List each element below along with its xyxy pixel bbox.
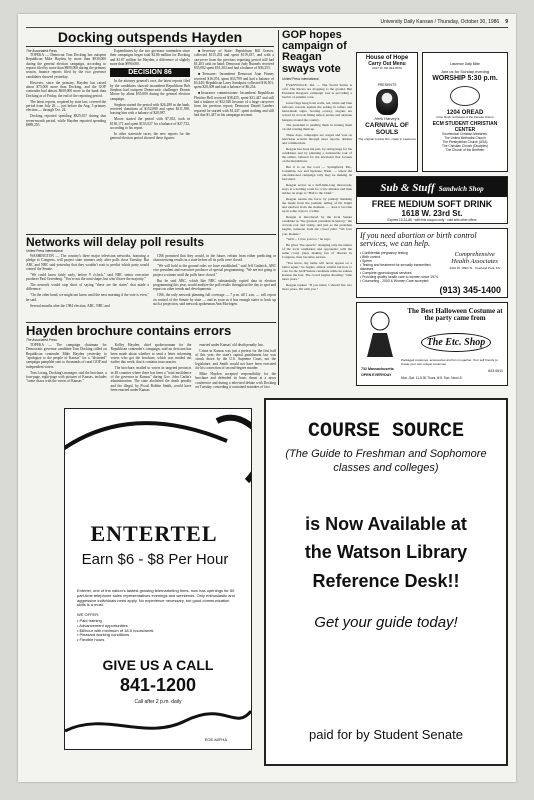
hope-tag: The original zombie film, made in Lawrence [358, 136, 416, 141]
brochure-col2-item: The brochure, mailed to voters in targeted precincts in 48 counties where there has been a "total misfidence of the governor in Kansas" during Gov. John Carlin's administration. The state abolished the death penalty and the illegal, by Fiscal Robbie Smith, would have been enacted under Kansas [110, 366, 192, 393]
gop-body-item: He gives "the speech," changing only the names of the local candidates and opponents, tells the same corny jokes making fun of liberals in Congress, then becomes serious. [282, 242, 352, 260]
church-emblem [450, 86, 480, 106]
health-items-item: • Testing and treatment for sexually transmitted diseases [360, 263, 442, 271]
sub-address: 1618 W. 23rd St. [401, 209, 463, 218]
networks-col2-item: "We will hold to the ground rules we have established," said Jeff Gralnick, ABC vice president and executive producer of special programming. "We are not going to project a winner until the polls have closed." [153, 264, 276, 277]
health-services-ad [356, 228, 508, 298]
gop-body-item: These days, campaigns are waged and won on television screens through news reports, debates and commercials. [282, 132, 352, 146]
networks-byline: United Press International [26, 248, 63, 253]
decision-86-label: DECISION 86 [110, 68, 190, 77]
hope-title: House of Hope [365, 55, 409, 61]
entertel-offer-label: WE OFFER: [77, 612, 100, 617]
entertel-offers-item: • Pleasant working conditions [77, 633, 237, 638]
health-items-item: • Complete gynecological services [360, 271, 442, 275]
church-list-item: The Christian Church (Disciples) [442, 143, 488, 148]
gop-body-item: Reagan replies: "If you insist, I should live two more years, I'm with you." [282, 283, 352, 292]
brochure-article [26, 322, 276, 411]
course-sub: (The Guide to Freshman and Sophomore classes and colleges) [285, 448, 487, 475]
gop-byline: United Press International [282, 76, 319, 81]
networks-col2-item: CBS promised that they would, in the future, refrain from either predicting or characterizing results in a state before all its polls were closed. [153, 253, 276, 263]
course-paid: paid for by Student Senate [309, 727, 463, 742]
church-list-item: The Presbyterian Church (USA) [442, 139, 488, 144]
page-folio [26, 19, 508, 28]
health-phone: (913) 345-1400 [439, 285, 501, 295]
docking-col1-item: Docking reported spending $925,657 during that seven-month period, while Hayden reported spending $889,255. [26, 114, 106, 127]
entertel-offers-item: • Advancement opportunities [77, 624, 237, 629]
health-items-item: • Counseling - 2000 & Women Care accepted [360, 279, 442, 283]
entertel-offers [77, 619, 237, 643]
docking-col1 [26, 53, 106, 128]
networks-article [26, 234, 276, 326]
docking-col3 [194, 49, 274, 118]
docking-col2 [110, 49, 190, 67]
church-directions: (One block northwest of the Kansas Union) [436, 114, 494, 119]
brochure-byline: The Associated Press [26, 337, 57, 342]
sub-offer: FREE MEDIUM SOFT DRINK [371, 199, 493, 209]
gop-body-item: Reagan serves as a half-mile-long motorcade, stays at a holding room for a few minutes and then strides on stage to "Hail to the Chief." [282, 182, 352, 196]
entertel-phone: 841-1200 [119, 675, 197, 695]
house-of-hope-ad [356, 52, 418, 172]
health-addr: 4401 W. 109th St · Overland Park, KS [449, 265, 500, 270]
networks-col1-item: WASHINGTON — The country's three major television networks, honoring a pledge to Congress, will project state winners only after polls close Tuesday. But ABC and NBC said yesterday that they wouldn't wait to predict which party would control the Senate. [26, 253, 149, 271]
docking-col1-item: The latest reports, required by state law, covered the period from July 26 — just before the Aug. 5 primary election — through Oct. 24. [26, 99, 106, 113]
church-address: 1204 OREAD [446, 109, 484, 116]
cord-illustration [65, 701, 251, 741]
docking-headline: Docking outspends Hayden [57, 29, 243, 45]
docking-col2b-item: Stephan started the period with $26,288 in the bank, received donations of $152,080 and spent $211,590, leaving him with a balance of $20,987. [110, 102, 190, 116]
church-ad [422, 52, 508, 172]
gop-body-item: Giant flags hang from walls, red, white and blue balloons cascade against the setting in rafters and hand-made signs. Soaring oratory, slogans are waved by crowds filling indoor arenas and airplane hangars around the country. [282, 100, 352, 122]
etc-title: The Best Halloween Costume at the party came from [407, 307, 503, 323]
gop-body-item: But it is on the road — Springfield, Mo., Columbia, Ga. and Spokane, Wash. — where the old-fashioned campaign rally may be making its last stand. [282, 164, 352, 182]
church-worship: WORSHIP 5:30 p.m. [432, 74, 498, 82]
brochure-col2 [111, 343, 192, 411]
sub-title-sub: Sandwich Shop [438, 185, 484, 193]
church-list-item: The Church of the Brethren [445, 147, 485, 152]
docking-byline: The Associated Press [26, 48, 57, 53]
brochure-col3-item: Crime in Kansas was just a pretext for the first half of this year; the state's capital punishment law was struck down by the U.S. Supreme Court, not the legislature, and Smith would not have been executed for his conviction of second-degree murder. [195, 348, 276, 371]
networks-col1-item: The network would stop short of saying "these are the states" that made a difference. [26, 283, 149, 292]
etc-illustration [361, 307, 399, 359]
entertel-cta: GIVE US A CALL [102, 657, 214, 673]
etc-hours: Mon.-Sat. 11-5:30 Thurs. til 8, Sun. Noon-5 [401, 376, 462, 380]
networks-col1 [26, 254, 149, 326]
docking-col2b-item: Moore started the period with $7,302, took in $130,171 and spent $153,027 for a balance of $27,722, according to his report. [110, 117, 190, 131]
docking-col1-item: TOPEKA — Democrat Tom Docking has outspent Republican Mike Hayden by more than $930,000 during the general election campaign, according to reports filed by more than $800,000 during the primary season, finance reports filed by the two governor candidates showed yesterday. [26, 52, 106, 79]
etc-open: OPEN EVERYDAY [361, 373, 392, 377]
church-line1: Join us for Sunday evening [440, 68, 490, 74]
gop-body-item: Reagan retains the favor by politely thanking the bands from the podium, telling of his bright and election from the moment. — does it become up in some ways to a while. [282, 196, 352, 214]
entertel-ad [64, 408, 252, 750]
sub-note-text: with this coupon only · void with other offers [414, 218, 477, 222]
gop-body-item: Reagan has done his part, by rating huge for his candidates and by planning a nationwide tour of the rallies, tailored for the television that focuses on the Republican. [282, 146, 352, 164]
docking-article [26, 30, 274, 251]
docking-col2b [110, 79, 190, 140]
entertel-offers-item: • Flexible hours [77, 638, 237, 643]
health-items-item: • Sperm [360, 259, 442, 263]
church-list [423, 133, 507, 152]
entertel-eoe: EOE-M/FHA [204, 737, 227, 743]
church-list-item: The United Methodist Church [444, 136, 486, 141]
entertel-logo: ENTERTEL [90, 521, 218, 546]
hope-sub: Carry Out Menu [368, 61, 406, 67]
networks-col1-item: Several months after the 1984 election, ABC, NBC and [30, 303, 110, 308]
hope-show: Herk Harvey's [374, 115, 400, 121]
brochure-headline: Hayden brochure contains errors [26, 322, 232, 338]
health-items-item: • Providing quality health care to women since 1974 [360, 275, 442, 279]
sub-note: Expires 10-31-86 · with this coupon only · void with other offers [387, 218, 477, 222]
gop-body-item: "Well ... I love you too," he says. [286, 237, 331, 242]
newspaper-page [18, 14, 516, 782]
docking-col1-item: However, since the primary, Hayden has raised about $75,000 more than Docking, and the GOP contender had almost $600,000 more in the bank than Docking as of Friday, the end of the reporting period. [26, 80, 106, 98]
networks-col2 [153, 254, 276, 326]
brochure-col1-item: Tom Loring, Docking's manager, said the brochure, a four-page, eight-page with pictures of Kansas, includes "some chaos with the voters of Kansas." [26, 370, 107, 384]
health-items [360, 251, 442, 284]
etc-shop-logo: The Etc. Shop [421, 333, 491, 352]
church-name: ECM STUDENT CHRISTIAN CENTER [432, 121, 498, 134]
entertel-pay: Earn $6 - $8 Per Hour [81, 551, 229, 568]
health-items-item: • Birth control [360, 255, 442, 259]
docking-col3-item: ■Insurance commissioner: Incumbent Republican Fletcher Bell received $38,455, spent $31,447 and still had a balance of $32,920 because of a large carryover from his previous report; Democrat Daniel Landers reported he started with $1,447, spent nothing and still had that $1,447 in his campaign account. [194, 91, 274, 118]
course-body: is Now Available at the Watson Library Reference Desk!! [304, 513, 468, 592]
docking-col3-item: ■Treasurer: Incumbent Democrat Joan Finney received $16,074, spent $33,799 and had a balance of $3,440; Republican Larry Sundquist collected $16,501, spent $20,309 and had a balance of $6,254. [194, 72, 274, 90]
etc-desc: Packaged costumes, accessories and fun in together. Your self friends to create your own unique costumes. [401, 358, 498, 366]
networks-col2-item: But he said ABC, which like NBC substantially copied data in election programming this year, would analyze the poll results throughout the day to spot and report on other trends and developments. [153, 278, 276, 292]
networks-col1-item: "On the other hand, we might not know until the next morning if the vote is even," he said. [26, 293, 149, 302]
church-list-item: Ecumenical Christian Ministries: [442, 132, 488, 137]
entertel-offers-item: • Paid training [77, 619, 237, 624]
entertel-offers-item: • $8/hour with minimum of 18.5 hours/week [77, 629, 237, 634]
course-title: COURSE SOURCE [307, 420, 465, 443]
etc-phone: 843-0611 [488, 369, 503, 373]
folio-page: 9 [505, 19, 508, 25]
course-source-ad [264, 398, 508, 766]
course-cta: Get your guide today! [314, 613, 458, 631]
entertel-hours: Call after 2 p.m. daily [134, 699, 182, 705]
networks-headline: Networks will delay poll results [26, 234, 205, 249]
docking-col2b-item: In other statewide races, the new reports for the general election period showed these figures: [110, 131, 190, 141]
docking-col2b-item: In the attorney general's race, the latest reports filed by the candidates showed incumbent Republican Bob Stephan had outspent Democratic challenger Dennis Moore by about $55,000 during the general election campaign. [110, 79, 190, 101]
gop-body-item: Reagan is introduced by the local Senate candidate as "the greatest president in history," the crowds roar and stomp, and just as the president begins, someone from the crowd yells: "We love you, Ronnie." [282, 214, 352, 236]
gop-headline: GOP hopes campaign of Reagan sways vote [282, 30, 347, 75]
hope-figure [376, 89, 398, 115]
hope-address: 2047 W. 6th 843-8070 [372, 66, 402, 70]
health-org: Comprehensive Health Associates [451, 250, 498, 265]
phone-illustration [64, 408, 252, 521]
brochure-col1 [26, 343, 107, 411]
entertel-desc: Entertel, one of the nation's fastest growing telemarketing firms, now has openings for 50 part-time telephone sales representatives evenings and weekends. Only enthusiastic and aggressive individuals need apply. No experience necessary, but good communication skills is a must. [77, 588, 235, 608]
networks-col2-item: CBS, the only network planning full coverage — 7 p.m. till 1 a.m. — will report on control of the Senate by state — and as soon as it has enough states to back up such a projection, said network spokesman Ann Morfogen. [153, 293, 276, 307]
health-items-item: • Confidential pregnancy testing [360, 251, 442, 255]
sub-expires: Expires 10-31-86 [387, 218, 412, 222]
gop-body-item: EVANSVILLE, Ind. — The World Series is over. The Racers are dropping to the ground. But President Reagan's campaign tour is providing a last bit of autumn color. [282, 82, 352, 100]
gop-body-item: The president is pushing them in turning them on and rousing them up. [282, 123, 352, 132]
etc-address: 732 Massachusetts [361, 367, 394, 371]
docking-col3-item: ■Secretary of State: Republican Bill Graves, collected $115,292 and spent $119,437, and with a carryover from the previous reporting period still had $1,203 cash on hand; Democrat Judy Runnels received $35,082 spent $51,203 and had a balance of $36,353. [194, 48, 274, 71]
gop-body-item: "You know, my name will never appear on a ballot again," he begins, almost wistful but how to vote for the GOP Senate candidate while he salutes Kansas the fear. The crowd begins shouting: "One more years." [282, 260, 352, 282]
docking-col2-item: Expenditures by the two governor contenders since their campaigns began total $2.86 million for Docking and $1.87 million for Hayden, a difference of slightly more than $990,000. [110, 48, 190, 66]
etc-shop-ad [356, 302, 508, 386]
folio-paper: University Daily Kansan / Thursday, October 30, 1986 [380, 19, 500, 25]
brochure-col3-item: enacted under Kansas' old death penalty law. [199, 342, 264, 347]
health-headline: If you need abortion or birth control services, we can help. [360, 231, 477, 249]
brochure-col2-item: Kelley Hayden, chief spokeswoman for the Republican contender's campaign, said no decision has been made about whether to send a letter informing voters who got the brochure, which was mailed out earlier this week, that it contains inaccuracies. [110, 342, 192, 365]
sub-title-main: Sub & Stuff [380, 182, 435, 194]
sub-title [357, 177, 507, 197]
hope-presents: PRESENTS [377, 82, 397, 87]
hope-feature: CARNIVAL OF SOULS [365, 121, 409, 136]
brochure-col3-item: Mike Hayden accepted responsibility for the brochure and defended its basic thrust at a news conference and during a televised debate with Docking on Tuesday, conceding it contained mistakes of fact. [195, 372, 276, 390]
gop-article [282, 30, 352, 392]
sub-and-stuff-ad [356, 176, 508, 224]
brochure-col1-item: TOPEKA — The campaign chairman for Democratic governor candidate Tom Docking called on Republican contender Mike Hayden yesterday to "apologize to the people of Kansas" for a "distorted" campaign pamphlet sent to thousands of rural GOP and independent voters. [26, 342, 107, 369]
networks-col1-item: "We could know fairly early, before 9 o'clock," said NBC senior executive producer Paul Greenberg. "You're not the total shape, but who'd have the majority." [26, 272, 149, 282]
gop-body [282, 83, 352, 291]
church-hdr: Lawrence Daily Bible [450, 62, 480, 66]
